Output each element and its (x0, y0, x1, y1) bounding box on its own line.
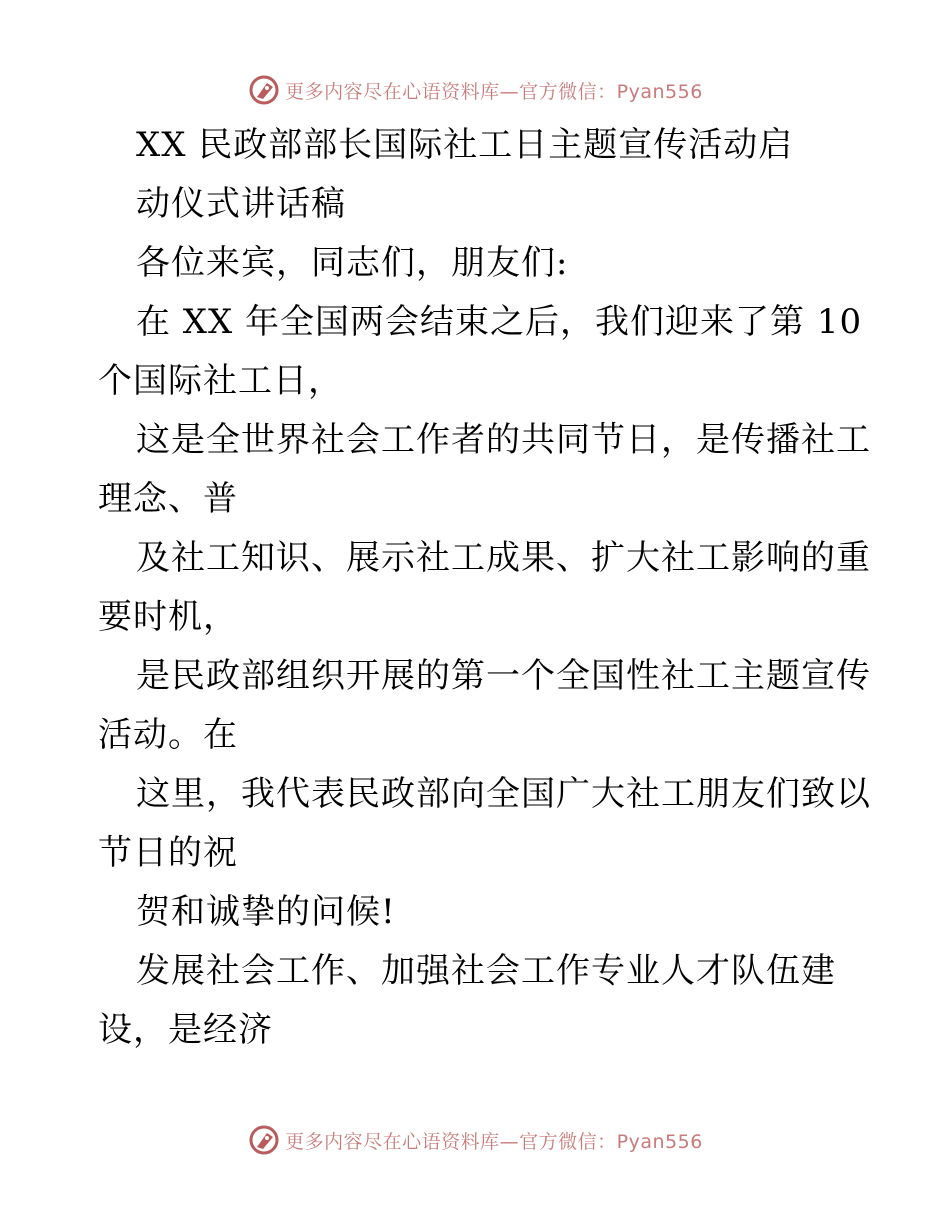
text-line: 贺和诚挚的问候! (136, 892, 396, 932)
header-watermark (0, 68, 950, 112)
text-line: 设，是经济 (98, 1010, 273, 1050)
text-line: 活动。在 (98, 715, 238, 755)
text-line: 这里，我代表民政部向全国广大社工朋友们致以 (136, 774, 871, 814)
text-line: 动仪式讲话稿 (136, 184, 346, 224)
pen-nib-circle-icon (247, 1123, 281, 1157)
text-line: 发展社会工作、加强社会工作专业人才队伍建 (136, 951, 836, 991)
text-line: 个国际社工日， (98, 361, 343, 401)
watermark-text: 更多内容尽在心语资料库—官方微信：Pyan556 (285, 80, 703, 103)
text-line: 要时机， (98, 597, 238, 637)
text-line: XX 民政部部长国际社工日主题宣传活动启 (136, 125, 794, 165)
text-line: 在 XX 年全国两会结束之后，我们迎来了第 10 (136, 302, 863, 342)
text-line: 及社工知识、展示社工成果、扩大社工影响的重 (136, 538, 871, 578)
text-line: 是民政部组织开展的第一个全国性社工主题宣传 (136, 656, 871, 696)
text-line: 理念、普 (98, 479, 238, 519)
footer-watermark (0, 1118, 950, 1162)
text-line: 节日的祝 (98, 833, 238, 873)
text-line: 各位来宾，同志们，朋友们: (136, 243, 569, 283)
watermark-text: 更多内容尽在心语资料库—官方微信：Pyan556 (285, 1130, 703, 1153)
text-line: 这是全世界社会工作者的共同节日，是传播社工 (136, 420, 871, 460)
pen-nib-circle-icon (247, 73, 281, 107)
document-body (98, 116, 871, 1060)
